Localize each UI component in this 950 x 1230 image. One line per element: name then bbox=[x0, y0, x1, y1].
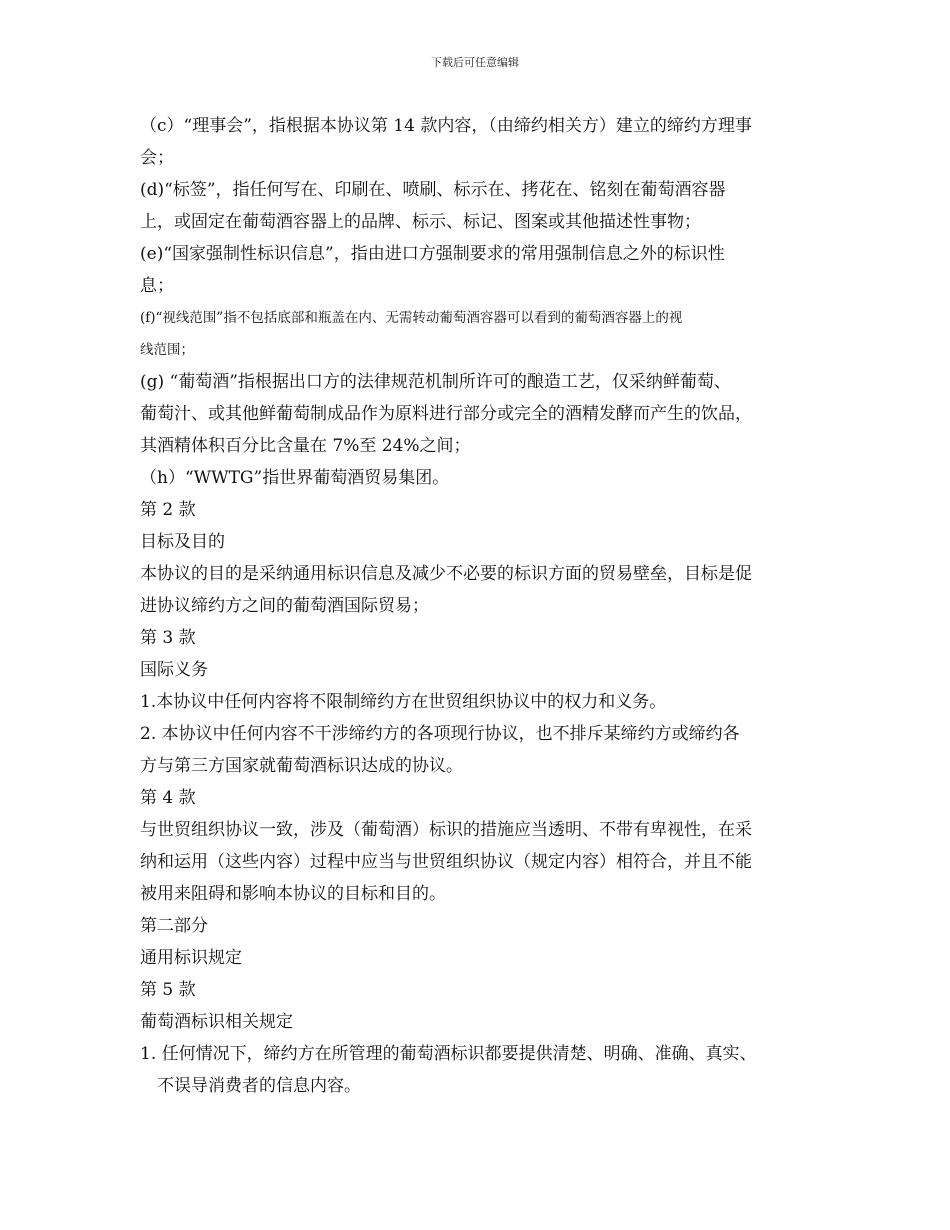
text-line: 与世贸组织协议一致，涉及（葡萄酒）标识的措施应当透明、不带有卑视性，在采 bbox=[140, 820, 752, 840]
text-line: 上，或固定在葡萄酒容器上的品牌、标示、标记、图案或其他描述性事物； bbox=[140, 212, 701, 232]
text-line: (f)“视线范围”指不包括底部和瓶盖在内、无需转动葡萄酒容器可以看到的葡萄酒容器上的视 bbox=[140, 310, 683, 326]
section-title: 葡萄酒标识相关规定 bbox=[140, 1012, 293, 1032]
section-title: 国际义务 bbox=[140, 660, 208, 680]
section-title: 目标及目的 bbox=[140, 532, 225, 552]
section-heading: 第 4 款 bbox=[140, 788, 196, 808]
document-body bbox=[140, 110, 816, 1102]
text-line: 被用来阻碍和影响本协议的目标和目的。 bbox=[140, 884, 446, 904]
section-heading: 第 5 款 bbox=[140, 980, 196, 1000]
text-line: 1. 任何情况下，缔约方在所管理的葡萄酒标识都要提供清楚、明确、准确、真实、 bbox=[140, 1044, 757, 1064]
text-line: 纳和运用（这些内容）过程中应当与世贸组织协议（规定内容）相符合，并且不能 bbox=[140, 852, 752, 872]
text-line: 1.本协议中任何内容将不限制缔约方在世贸组织协议中的权力和义务。 bbox=[140, 692, 667, 712]
part-heading: 第二部分 bbox=[140, 916, 208, 936]
text-line: 其酒精体积百分比含量在 7%至 24%之间； bbox=[140, 436, 471, 456]
section-heading: 第 2 款 bbox=[140, 500, 196, 520]
text-line: 息； bbox=[140, 276, 174, 296]
text-line: 线范围； bbox=[140, 342, 194, 358]
section-heading: 第 3 款 bbox=[140, 628, 196, 648]
text-line: （h）“WWTG”指世界葡萄酒贸易集团。 bbox=[140, 468, 450, 488]
text-line: 不误导消费者的信息内容。 bbox=[157, 1076, 361, 1096]
text-line: 本协议的目的是采纳通用标识信息及减少不必要的标识方面的贸易壁垒，目标是促 bbox=[140, 564, 752, 584]
text-line: (g) “葡萄酒”指根据出口方的法律规范机制所许可的酿造工艺，仅采纳鲜葡萄、 bbox=[140, 372, 731, 392]
text-line: 2. 本协议中任何内容不干涉缔约方的各项现行协议，也不排斥某缔约方或缔约各 bbox=[140, 724, 740, 744]
text-line: 进协议缔约方之间的葡萄酒国际贸易； bbox=[140, 596, 429, 616]
part-title: 通用标识规定 bbox=[140, 948, 242, 968]
text-line: 葡萄汁、或其他鲜葡萄制成品作为原料进行部分或完全的酒精发酵而产生的饮品， bbox=[140, 404, 752, 424]
page-header: 下载后可任意编辑 bbox=[431, 56, 519, 69]
text-line: 会； bbox=[140, 148, 174, 168]
text-line: （c）“理事会”，指根据本协议第 14 款内容，（由缔约相关方）建立的缔约方理事 bbox=[140, 116, 752, 136]
text-line: 方与第三方国家就葡萄酒标识达成的协议。 bbox=[140, 756, 463, 776]
text-line: (e)“国家强制性标识信息”，指由进口方强制要求的常用强制信息之外的标识性 bbox=[140, 244, 725, 264]
text-line: (d)“标签”，指任何写在、印刷在、喷刷、标示在、拷花在、铭刻在葡萄酒容器 bbox=[140, 180, 726, 200]
